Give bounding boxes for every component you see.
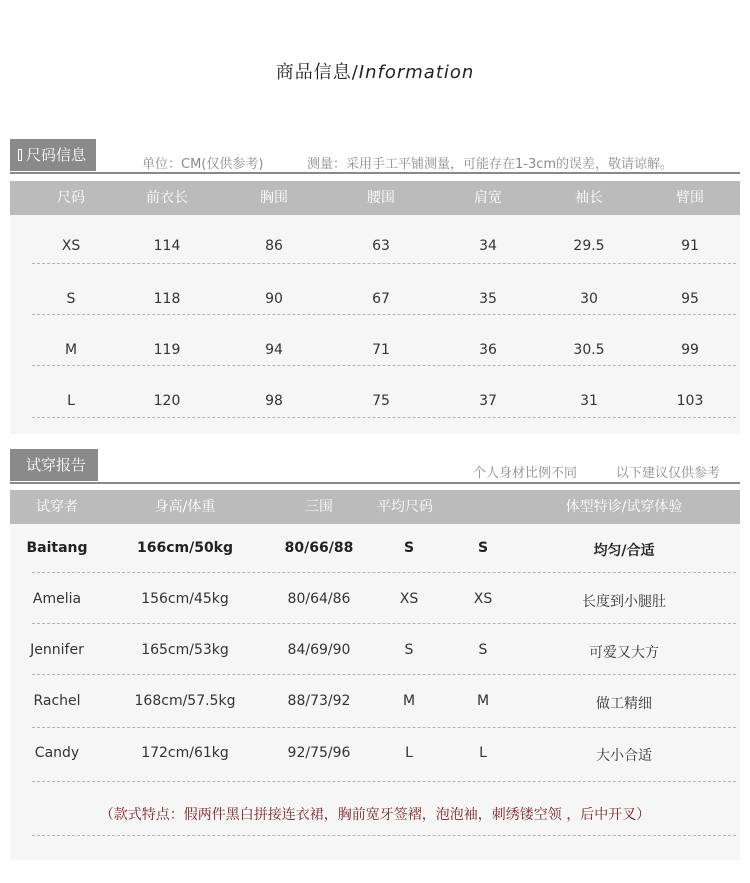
table-cell: 36 xyxy=(479,342,497,358)
table-cell: 90 xyxy=(265,291,283,307)
table-cell: 大小合适 xyxy=(596,748,652,764)
dashed-divider xyxy=(32,835,736,836)
table-cell: 86 xyxy=(265,238,283,254)
table-cell: 37 xyxy=(479,393,497,409)
fit-table xyxy=(10,490,740,860)
column-header: 尺码 xyxy=(57,190,85,206)
dashed-divider xyxy=(32,417,736,418)
table-cell: Candy xyxy=(34,745,80,761)
size-section-tab xyxy=(10,139,96,171)
dashed-divider xyxy=(32,781,736,782)
column-header: 身高/体重 xyxy=(154,499,216,515)
table-cell: 156cm/45kg xyxy=(141,591,229,607)
table-cell: XS xyxy=(473,591,493,607)
table-cell: Amelia xyxy=(32,591,82,607)
dashed-divider xyxy=(32,365,736,366)
table-cell: L xyxy=(405,745,413,761)
fit-section-header xyxy=(10,449,740,485)
table-cell: 98 xyxy=(265,393,283,409)
divider xyxy=(10,482,740,484)
table-cell: M xyxy=(476,693,490,709)
table-cell: S xyxy=(478,642,488,658)
table-cell: 均匀/合适 xyxy=(593,543,655,559)
table-cell: XS xyxy=(399,591,419,607)
fit-table-header xyxy=(10,490,740,524)
unit-note: 单位：CM(仅供参考) xyxy=(142,157,264,172)
dashed-divider xyxy=(32,623,736,624)
column-header: 前衣长 xyxy=(146,190,188,206)
column-header: 肩宽 xyxy=(474,190,502,206)
table-cell: 118 xyxy=(153,291,181,307)
dashed-divider xyxy=(32,263,736,264)
table-cell: M xyxy=(64,342,78,358)
dashed-divider xyxy=(32,674,736,675)
column-header: 胸围 xyxy=(260,190,288,206)
table-cell: 114 xyxy=(153,238,181,254)
dashed-divider xyxy=(32,572,736,573)
table-cell: L xyxy=(67,393,75,409)
table-cell: 可爱又大方 xyxy=(589,645,659,661)
table-cell: 168cm/57.5kg xyxy=(134,693,236,709)
table-cell: 29.5 xyxy=(573,238,605,254)
table-cell: 80/64/86 xyxy=(287,591,351,607)
table-cell: 172cm/61kg xyxy=(141,745,229,761)
table-cell: 35 xyxy=(479,291,497,307)
table-cell: Jennifer xyxy=(30,642,84,658)
table-cell: 88/73/92 xyxy=(287,693,351,709)
table-cell: S xyxy=(403,540,415,556)
table-cell: 94 xyxy=(265,342,283,358)
table-cell: 67 xyxy=(372,291,390,307)
table-cell: 63 xyxy=(372,238,390,254)
column-header: 平均尺码 xyxy=(377,499,433,515)
column-header: 腰围 xyxy=(367,190,395,206)
table-cell: S xyxy=(477,540,489,556)
size-section-title: 尺码信息 xyxy=(26,146,87,164)
column-header: 袖长 xyxy=(575,190,603,206)
table-cell: 120 xyxy=(153,393,181,409)
table-cell: 119 xyxy=(153,342,181,358)
table-cell: 92/75/96 xyxy=(287,745,351,761)
column-header: 试穿者 xyxy=(36,499,78,515)
column-header: 体型特诊/试穿体验 xyxy=(565,499,683,515)
table-cell: XS xyxy=(61,238,81,254)
table-cell: 71 xyxy=(372,342,390,358)
divider xyxy=(10,172,740,174)
style-features: （款式特点：假两件黑白拼接连衣裙，胸前宽牙签褶，泡泡袖，刺绣镂空领 ，后中开叉） xyxy=(99,807,651,823)
table-cell: 30 xyxy=(580,291,598,307)
title-cn: 商品信息/ xyxy=(275,62,359,83)
page-title xyxy=(0,58,750,84)
table-cell: 166cm/50kg xyxy=(136,540,234,556)
table-cell: 34 xyxy=(479,238,497,254)
table-cell: 103 xyxy=(676,393,704,409)
table-cell: S xyxy=(66,291,76,307)
table-cell: 80/66/88 xyxy=(284,540,354,556)
dashed-divider xyxy=(32,727,736,728)
title-en: Information xyxy=(358,62,475,83)
table-cell: L xyxy=(479,745,487,761)
suggest-note: 以下建议仅供参考 xyxy=(616,466,721,481)
body-note: 个人身材比例不同 xyxy=(473,466,578,481)
table-cell: 75 xyxy=(372,393,390,409)
table-cell: S xyxy=(404,642,414,658)
tab-marker-icon xyxy=(18,149,22,161)
size-table xyxy=(10,181,740,434)
table-cell: 99 xyxy=(681,342,699,358)
table-cell: 165cm/53kg xyxy=(141,642,229,658)
dashed-divider xyxy=(32,314,736,315)
fit-section-tab xyxy=(10,449,98,481)
fit-section-title: 试穿报告 xyxy=(26,456,87,474)
table-cell: 84/69/90 xyxy=(287,642,351,658)
table-cell: 95 xyxy=(681,291,699,307)
table-cell: 长度到小腿肚 xyxy=(582,594,666,610)
measure-note: 测量：采用手工平铺测量，可能存在1-3cm的误差，敬请谅解。 xyxy=(307,157,674,172)
column-header: 三围 xyxy=(305,499,333,515)
table-cell: Rachel xyxy=(33,693,81,709)
table-cell: 31 xyxy=(580,393,598,409)
table-cell: Baitang xyxy=(26,540,88,556)
size-section-header xyxy=(10,139,740,175)
table-cell: 91 xyxy=(681,238,699,254)
table-cell: M xyxy=(402,693,416,709)
column-header: 臂围 xyxy=(676,190,704,206)
table-cell: 30.5 xyxy=(573,342,605,358)
size-table-header xyxy=(10,181,740,215)
table-cell: 做工精细 xyxy=(596,696,652,712)
